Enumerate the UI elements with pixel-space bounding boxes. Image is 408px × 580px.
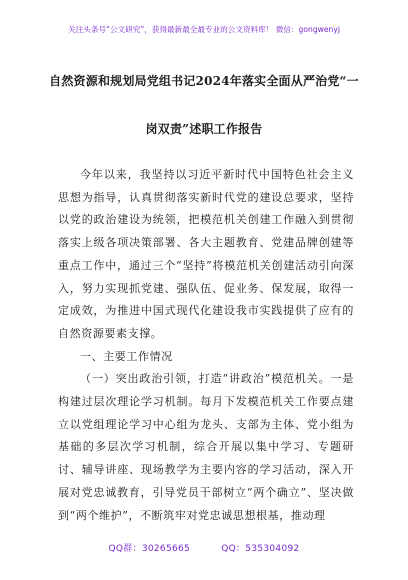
header-notice: 关注头条号“公文研究”，获得最新最全最专业的公文资料库！ 微信：gongwenyj bbox=[68, 25, 340, 34]
footer-contact bbox=[0, 541, 408, 554]
footer-qq: QQ：535304092 bbox=[221, 544, 300, 554]
document-title-line-1: 自然资源和规划局党组书记2024年落实全面从严治党“一 bbox=[49, 74, 359, 88]
footer-qq-group: QQ群：30265665 bbox=[108, 544, 191, 554]
document-title-line-2: 岗双责”述职工作报告 bbox=[145, 122, 263, 136]
document-body bbox=[58, 164, 354, 527]
body-paragraph: （一）突出政治引领，打造“讲政治”模范机关。一是构建过层次理论学习机制。每月下发模范机关工作要点建立以党组理论学习中心组为龙头、支部为主体、党小组为基础的多层次学习机制，综合开展以集中学习、专题研讨、辅导讲座、现场教学为主要内容的学习活动，深入开展对党忠诚教育，引导党员干部树立“两个确立”、坚决做到“两个维护”，不断筑牢对党忠诚思想根基，推动理 bbox=[58, 372, 354, 522]
body-paragraph: 今年以来，我坚持以习近平新时代中国特色社会主义思想为指导，认真贯彻落实新时代党的建设总要求，坚持以党的政治建设为统领，把模范机关创建工作融入到贯彻落实上级各项决策部署、各大主题教育、党建品牌创建等重点工作中，通过三个“坚持”将模范机关创建活动引向深入，努力实现抓党建、强队伍、促业务、保发展，取得一定成效，为推进中国式现代化建设我市实践提供了应有的自然资源要素支撑。 bbox=[58, 168, 354, 340]
section-heading: 一、主要工作情况 bbox=[80, 349, 173, 363]
